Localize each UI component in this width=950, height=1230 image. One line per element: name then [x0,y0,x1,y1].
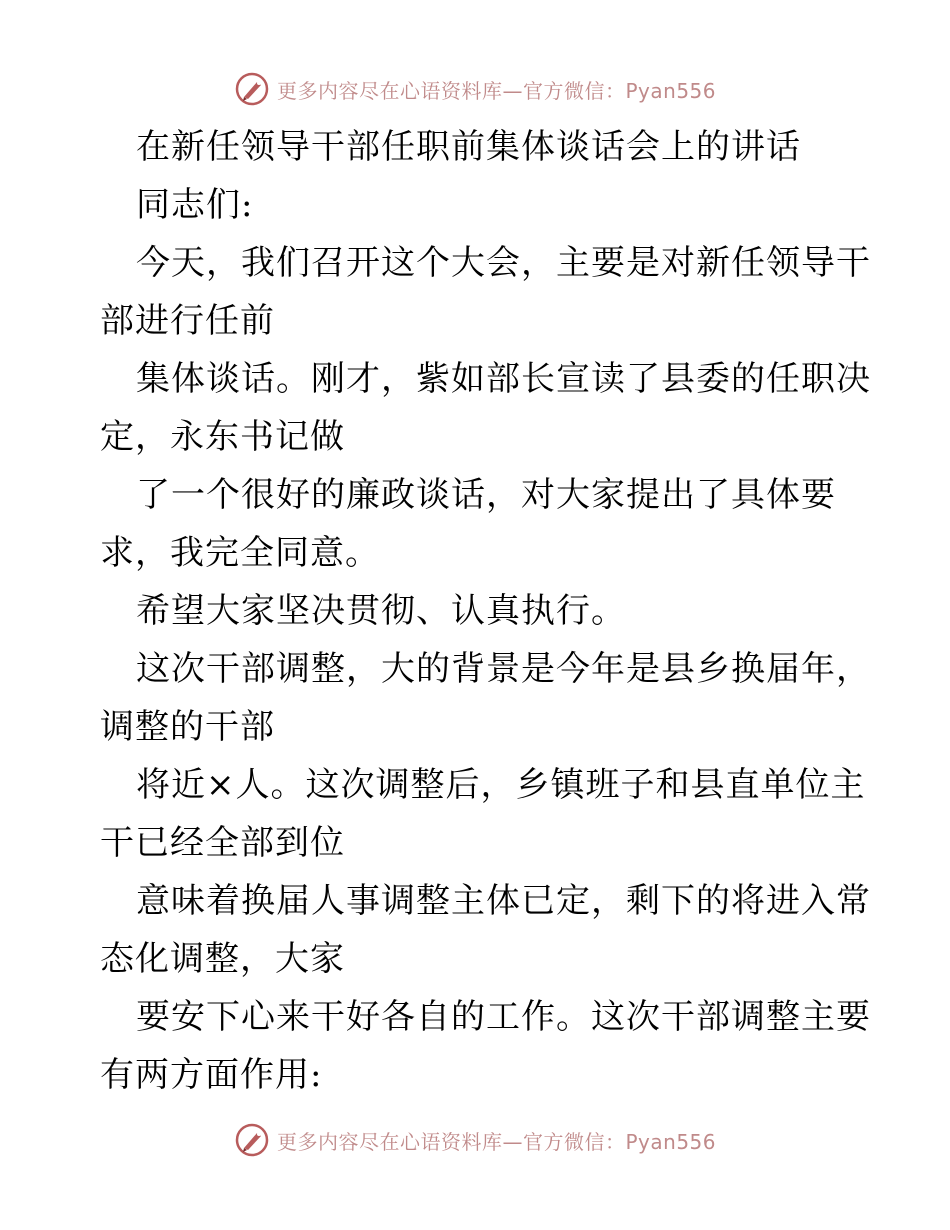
paragraph-line: 集体谈话。刚才，紫如部长宣读了县委的任职决 [136,359,871,399]
watermark-text: 更多内容尽在心语资料库—官方微信：Pyan556 [277,78,717,103]
paragraph-line: 求，我完全同意。 [100,533,380,573]
paragraph-line: 这次干部调整，大的背景是今年是县乡换届年， [136,649,871,689]
pen-logo-icon [235,1123,269,1157]
paragraph-line: 干已经全部到位 [100,823,345,863]
watermark-text: 更多内容尽在心语资料库—官方微信：Pyan556 [277,1129,717,1154]
pen-logo-icon [235,72,269,106]
paragraph-line: 调整的干部 [100,707,275,747]
salutation: 同志们: [136,185,254,225]
paragraph-line: 了一个很好的廉政谈话，对大家提出了具体要 [136,475,836,515]
header-watermark [235,71,716,107]
paragraph-line: 态化调整，大家 [100,939,345,979]
paragraph-line: 定，永东书记做 [100,417,345,457]
paragraph-line: 今天，我们召开这个大会，主要是对新任领导干 [136,243,871,283]
document-title: 在新任领导干部任职前集体谈话会上的讲话 [136,127,801,167]
paragraph-line: 要安下心来干好各自的工作。这次干部调整主要 [136,997,871,1037]
document-body [100,118,871,1104]
paragraph-line: 希望大家坚决贯彻、认真执行。 [136,591,626,631]
paragraph-line: 意味着换届人事调整主体已定，剩下的将进入常 [136,881,871,921]
paragraph-line: 有两方面作用: [100,1055,323,1095]
footer-watermark [235,1122,716,1158]
paragraph-line: 将近×人。这次调整后，乡镇班子和县直单位主 [136,765,866,805]
paragraph-line: 部进行任前 [100,301,275,341]
